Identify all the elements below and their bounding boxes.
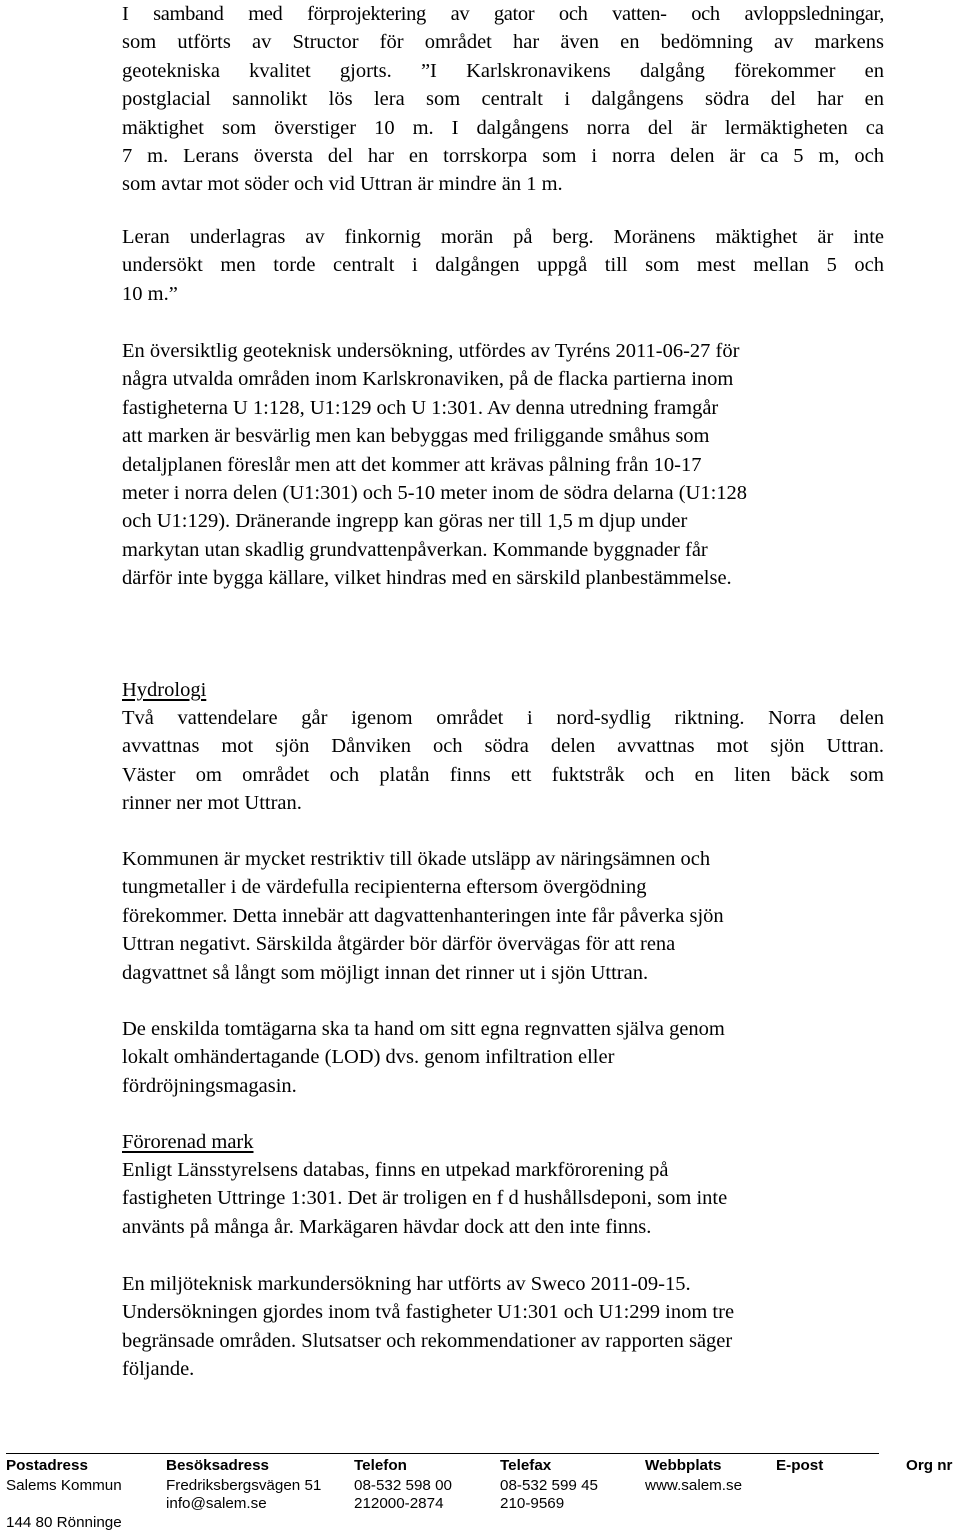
footer-telefax-line1: 08-532 599 45 [500, 1477, 598, 1494]
footer-email-link[interactable]: info@salem.se [166, 1495, 267, 1512]
text-line: begränsade områden. Slutsatser och rekommendationer av rapporten säger [122, 1329, 733, 1352]
text-line: som avtar mot söder och vid Uttran är mindre än 1 m. [122, 173, 563, 196]
text-line: Undersökningen gjordes inom två fastigheter U1:301 och U1:299 inom tre [122, 1301, 735, 1324]
text-line: Enligt Länsstyrelsens databas, finns en utpekad markförorening på [122, 1159, 669, 1181]
text-line: använts på många år. Markägaren hävdar dock att den inte finns. [122, 1215, 652, 1238]
footer-besoksadress-line1: Fredriksbergsvägen 51 [166, 1477, 322, 1494]
text-line: Två vattendelare går igenom området i nord-sydlig riktning. Norra delen [122, 707, 884, 729]
footer-header-epost: E-post [776, 1457, 824, 1474]
text-line: lokalt omhändertagande (LOD) dvs. genom infiltration eller [122, 1046, 615, 1069]
text-line: I samband med förprojektering av gator och vatten- och avloppsledningar, [122, 3, 884, 25]
footer-telefon-line2: 212000-2874 [354, 1495, 444, 1512]
footer-header-postadress: Postadress [6, 1457, 88, 1474]
text-line: undersökt men torde centralt i dalgången uppgå till som mest mellan 5 och [122, 254, 884, 277]
paragraph-sweco [122, 1270, 884, 1384]
paragraph-lod [122, 1015, 884, 1100]
footer-telefon-line1: 08-532 598 00 [354, 1477, 452, 1494]
text-line: De enskilda tomtägarna ska ta hand om sitt egna regnvatten själva genom [122, 1018, 725, 1040]
text-line: 10 m.” [122, 282, 178, 305]
footer-postadress-line1: Salems Kommun [6, 1477, 122, 1494]
text-line: därför inte bygga källare, vilket hindras med en särskild planbestämmelse. [122, 567, 732, 590]
text-line: mäktighet som överstiger 10 m. I dalgångens norra del är lermäktigheten ca [122, 116, 884, 139]
text-line: En miljöteknisk markundersökning har utförts av Sweco 2011-09-15. [122, 1273, 691, 1295]
text-line: fastigheterna U 1:128, U1:129 och U 1:301. Av denna utredning framgår [122, 396, 719, 419]
paragraph-hydrologi [122, 704, 884, 818]
page-footer [0, 1448, 960, 1534]
footer-header-orgnr: Org nr [906, 1457, 953, 1474]
footer-postadress-line2: 144 80 Rönninge [6, 1514, 122, 1531]
text-line: att marken är besvärlig men kan bebyggas med friliggande småhus som [122, 425, 710, 448]
paragraph-moraine [122, 223, 884, 308]
text-line: Uttran negativt. Särskilda åtgärder bör därför övervägas för att rena [122, 933, 676, 956]
footer-header-telefax: Telefax [500, 1457, 552, 1474]
text-line: 7 m. Lerans översta del har en torrskorpa som i norra delen är ca 5 m, och [122, 145, 884, 168]
paragraph-fororenad-mark [122, 1156, 884, 1241]
paragraph-tyrens-survey [122, 337, 884, 593]
text-line: några utvalda områden inom Karlskronaviken, på de flacka partierna inom [122, 368, 734, 391]
text-line: dagvattnet så långt som möjligt innan det rinner ut i sjön Uttran. [122, 961, 649, 984]
text-line: meter i norra delen (U1:301) och 5-10 meter inom de södra delarna (U1:128 [122, 482, 748, 505]
footer-header-telefon: Telefon [354, 1457, 407, 1474]
text-line: En översiktlig geoteknisk undersökning, utfördes av Tyréns 2011-06-27 för [122, 340, 740, 362]
paragraph-geotechnical-intro [122, 0, 884, 199]
footer-webbplats-link[interactable]: www.salem.se [645, 1477, 743, 1494]
section-heading-fororenad-mark: Förorenad mark [122, 1131, 254, 1153]
text-line: rinner ner mot Uttran. [122, 792, 302, 815]
text-line: fördröjningsmagasin. [122, 1074, 297, 1097]
text-line: Leran underlagras av finkornig morän på berg. Moränens mäktighet är inte [122, 226, 884, 248]
text-line: Väster om området och platån finns ett fuktstråk och en liten bäck som [122, 763, 884, 786]
text-line: detaljplanen föreslår men att det kommer att krävas pålning från 10-17 [122, 453, 702, 476]
section-heading-hydrologi: Hydrologi [122, 679, 207, 701]
text-line: tungmetaller i de värdefulla recipienterna eftersom övergödning [122, 876, 647, 899]
text-line: som utförts av Structor för området har även en bedömning av markens [122, 31, 884, 54]
footer-telefax-line2: 210-9569 [500, 1495, 565, 1512]
text-line: geotekniska kvalitet gjorts. ”I Karlskronavikens dalgång förekommer en [122, 59, 884, 82]
text-line: fastigheten Uttringe 1:301. Det är troligen en f d hushållsdeponi, som inte [122, 1187, 728, 1210]
text-line: postglacial sannolikt lös lera som centralt i dalgångens södra del har en [122, 88, 884, 111]
text-line: förekommer. Detta innebär att dagvattenhanteringen inte får påverka sjön [122, 904, 724, 927]
paragraph-recipients [122, 845, 884, 987]
footer-header-besoksadress: Besöksadress [166, 1457, 270, 1474]
footer-header-webbplats: Webbplats [645, 1457, 722, 1474]
text-line: Kommunen är mycket restriktiv till ökade utsläpp av näringsämnen och [122, 848, 711, 870]
text-line: och U1:129). Dränerande ingrepp kan göras ner till 1,5 m djup under [122, 510, 688, 533]
text-line: markytan utan skadlig grundvattenpåverkan. Kommande byggnader får [122, 538, 708, 561]
footer-divider [6, 1453, 879, 1454]
text-line: avvattnas mot sjön Dånviken och södra delen avvattnas mot sjön Uttran. [122, 735, 884, 758]
text-line: följande. [122, 1358, 195, 1381]
